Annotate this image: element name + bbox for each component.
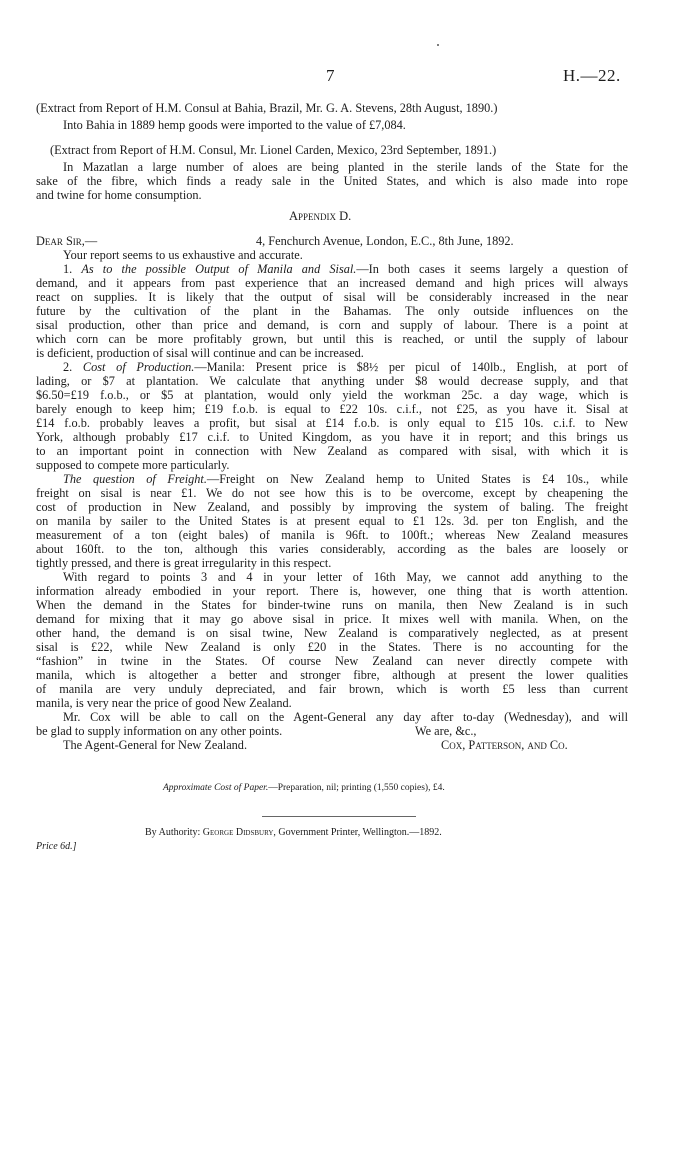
para3-heading: The question of Freight. — [63, 472, 207, 486]
closing: We are, &c., — [415, 724, 477, 738]
para4-line: manila, is very near the price of good New Zealand. — [36, 696, 292, 710]
para2-line: to an important point in connection with New Zealand as compared with sisal, with which it is — [36, 444, 628, 458]
para1-line: future by the cultivation of the plant in the Bahamas. The only outside influences on the — [36, 304, 628, 318]
para5-line: Mr. Cox will be able to call on the Agent-General any day after to-day (Wednesday), and will — [63, 710, 628, 724]
para2-line: lading, or $7 at plantation. We calculate that anything under $8 would decrease supply, and that — [36, 374, 628, 388]
para1-line: react on supplies. It is likely that the output of sisal will be considerably increased in the near — [36, 290, 628, 304]
cost-note: Approximate Cost of Paper.—Preparation, nil; printing (1,550 copies), £4. — [163, 783, 445, 793]
page-number: 7 — [326, 66, 335, 85]
printer-name: George Didsbury — [202, 827, 274, 838]
salutation: Dear Sir,— — [36, 234, 98, 248]
signature: Cox, Patterson, and Co. — [441, 738, 568, 752]
letter-address: 4, Fenchurch Avenue, London, E.C., 8th June, 1892. — [256, 234, 514, 248]
para4-line: When the demand in the States for binder-twine runs on manila, then New Zealand is in such — [36, 598, 628, 612]
para3-line: measurement of a ton (eight bales) of manila is 96ft. to 100ft.; whereas New Zealand measures — [36, 528, 628, 542]
document-reference: H.—22. — [563, 66, 621, 85]
para4-line: sisal is £22, while New Zealand is only £20 in the States. There is no accounting for the — [36, 640, 628, 654]
para1-line: sisal production, other than price and demand, is corn and supply of labour. There is a point at — [36, 318, 628, 332]
appendix-heading: Appendix D. — [289, 209, 352, 223]
para1-heading: As to the possible Output of Manila and Sisal. — [81, 262, 357, 276]
para4-line: information already embodied in your report. There is, however, one thing that is worth attention. — [36, 584, 628, 598]
addressee: The Agent-General for New Zealand. — [63, 738, 248, 752]
bahia-extract-heading: (Extract from Report of H.M. Consul at Bahia, Brazil, Mr. G. A. Stevens, 28th August, 1890.) — [36, 101, 498, 115]
para4-line: With regard to points 3 and 4 in your letter of 16th May, we cannot add anything to the — [63, 570, 628, 584]
para2-line: $6.50=£19 f.o.b., or $5 at plantation, would only yield the workman 25c. a day wage, which is — [36, 388, 628, 402]
para4-line: demand for mixing that it may go above sisal in price. It mixes well with manila. When, on the — [36, 612, 628, 626]
para1-line: demand, and it appears from past experience that an increased demand and high prices will always — [36, 276, 628, 290]
footer-rule — [262, 816, 416, 817]
mazatlan-line: In Mazatlan a large number of aloes are being planted in the sterile lands of the State for the — [63, 160, 628, 174]
authority-line: By Authority: George Didsbury, Government Printer, Wellington.—1892. — [145, 827, 442, 838]
para3-line: on manila by sailer to the United States is at present equal to £1 12s. 3d. per ton English, and the — [36, 514, 628, 528]
para2-line: barely enough to keep him; £19 f.o.b. is equal to £22 10s. c.i.f., not £25, as you have it. Sisal at — [36, 402, 628, 416]
para3-line: about 160ft. to the ton, although this varies considerably, according as the bales are loosely or — [36, 542, 628, 556]
para2-heading: Cost of Production. — [82, 360, 195, 374]
para2-line: £14 f.o.b. probably leaves a profit, but sisal at £14 f.o.b. is only equal to £15 10s. c.i.f. to New — [36, 416, 628, 430]
para1-line: 1. As to the possible Output of Manila and Sisal.—In both cases it seems largely a question of — [63, 262, 629, 276]
mexico-extract-heading: (Extract from Report of H.M. Consul, Mr. Lionel Carden, Mexico, 23rd September, 1891.) — [50, 143, 497, 157]
para3-line: freight on sisal is near £1. We do not see how this is to be overcome, except by cheapening the — [36, 486, 628, 500]
cost-label: Approximate Cost of Paper. — [163, 783, 269, 793]
price-note: Price 6d.] — [36, 841, 77, 852]
para4-line: other hand, the demand is on sisal twine, New Zealand is comparatively neglected, as at present — [36, 626, 628, 640]
para2-line: York, although probably £17 c.i.f. to United Kingdom, as you have it in report; and this brings us — [36, 430, 628, 444]
para2-line: 2. Cost of Production.—Manila: Present price is $8½ per picul of 140lb., English, at port of — [63, 360, 628, 374]
para3-line: tightly pressed, and there is great irregularity in this respect. — [36, 556, 332, 570]
mazatlan-line: and twine for home consumption. — [36, 188, 202, 202]
mazatlan-line: sake of the fibre, which finds a ready sale in the United States, and which is also made into rope — [36, 174, 628, 188]
ink-speck — [437, 44, 439, 46]
bahia-paragraph: Into Bahia in 1889 hemp goods were imported to the value of £7,084. — [63, 118, 406, 132]
para2-line: supposed to compete more particularly. — [36, 458, 230, 472]
para1-line: is deficient, production of sisal will continue and can be increased. — [36, 346, 364, 360]
para3-line: The question of Freight.—Freight on New Zealand hemp to United States is £4 10s., while — [63, 472, 628, 486]
opening-sentence: Your report seems to us exhaustive and accurate. — [63, 248, 303, 262]
para4-line: of manila are very unduly depreciated, and fair brown, which is worth £5 less than current — [36, 682, 628, 696]
para5-line: be glad to supply information on any other points. — [36, 724, 283, 738]
para4-line: manila, which is altogether a better and stronger fibre, although at present the lower qualities — [36, 668, 628, 682]
para1-line: which corn can be more profitably grown, but until this is reached, or until the supply of labour — [36, 332, 628, 346]
para3-line: cost of production in New Zealand, and possibly by improving the system of baling. The freight — [36, 500, 628, 514]
para4-line: “fashion” in twine in the States. Of course New Zealand can never directly compete with — [36, 654, 628, 668]
